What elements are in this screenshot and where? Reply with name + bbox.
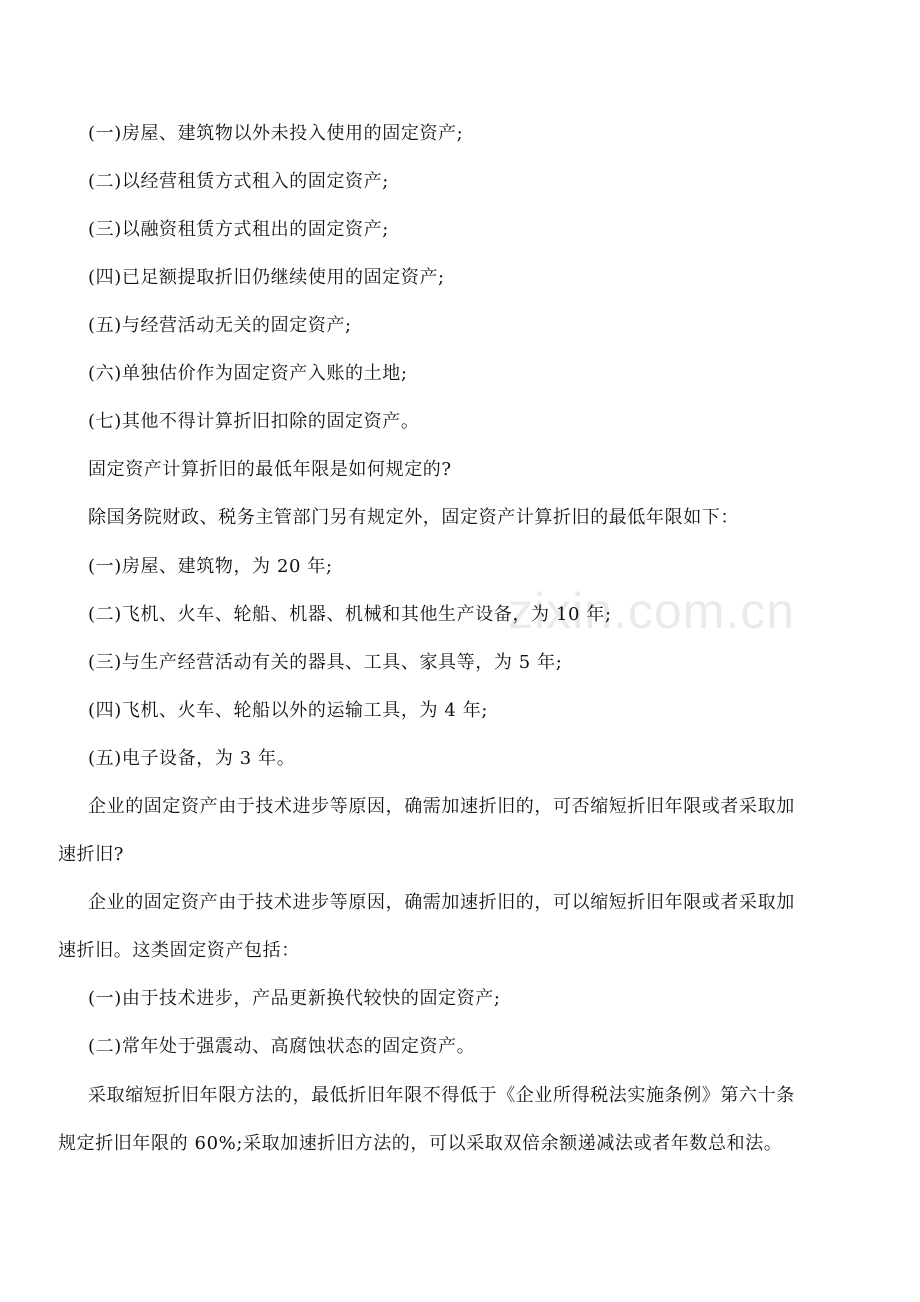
list-item: (二)常年处于强震动、高腐蚀状态的固定资产。: [88, 1036, 476, 1057]
list-item: (五)与经营活动无关的固定资产;: [88, 315, 352, 336]
paragraph-continued: 速折旧。这类固定资产包括：: [58, 940, 300, 961]
list-item: (三)以融资租赁方式租出的固定资产;: [88, 219, 389, 240]
question-heading: 固定资产计算折旧的最低年限是如何规定的?: [88, 459, 452, 480]
watermark: zixin.com.cn: [508, 583, 796, 639]
list-item: (一)房屋、建筑物以外未投入使用的固定资产;: [88, 123, 464, 144]
list-item: (一)由于技术进步，产品更新换代较快的固定资产;: [88, 988, 501, 1009]
list-item: (二)飞机、火车、轮船、机器、机械和其他生产设备，为 10 年;: [88, 604, 612, 625]
question-heading: 企业的固定资产由于技术进步等原因，确需加速折旧的，可否缩短折旧年限或者采取加: [88, 796, 795, 817]
list-item: (四)已足额提取折旧仍继续使用的固定资产;: [88, 267, 445, 288]
question-heading-continued: 速折旧?: [58, 844, 125, 865]
list-item: (五)电子设备，为 3 年。: [88, 748, 296, 769]
list-item: (六)单独估价作为固定资产入账的土地;: [88, 363, 408, 384]
paragraph: 采取缩短折旧年限方法的，最低折旧年限不得低于《企业所得税法实施条例》第六十条: [88, 1085, 795, 1106]
list-item: (一)房屋、建筑物，为 20 年;: [88, 556, 333, 577]
list-item: (三)与生产经营活动有关的器具、工具、家具等，为 5 年;: [88, 652, 563, 673]
paragraph: 除国务院财政、税务主管部门另有规定外，固定资产计算折旧的最低年限如下：: [88, 507, 739, 528]
list-item: (四)飞机、火车、轮船以外的运输工具，为 4 年;: [88, 700, 489, 721]
list-item: (七)其他不得计算折旧扣除的固定资产。: [88, 411, 420, 432]
paragraph: 企业的固定资产由于技术进步等原因，确需加速折旧的，可以缩短折旧年限或者采取加: [88, 892, 795, 913]
paragraph-continued: 规定折旧年限的 60%;采取加速折旧方法的，可以采取双倍余额递减法或者年数总和法。: [58, 1133, 783, 1154]
list-item: (二)以经营租赁方式租入的固定资产;: [88, 171, 389, 192]
